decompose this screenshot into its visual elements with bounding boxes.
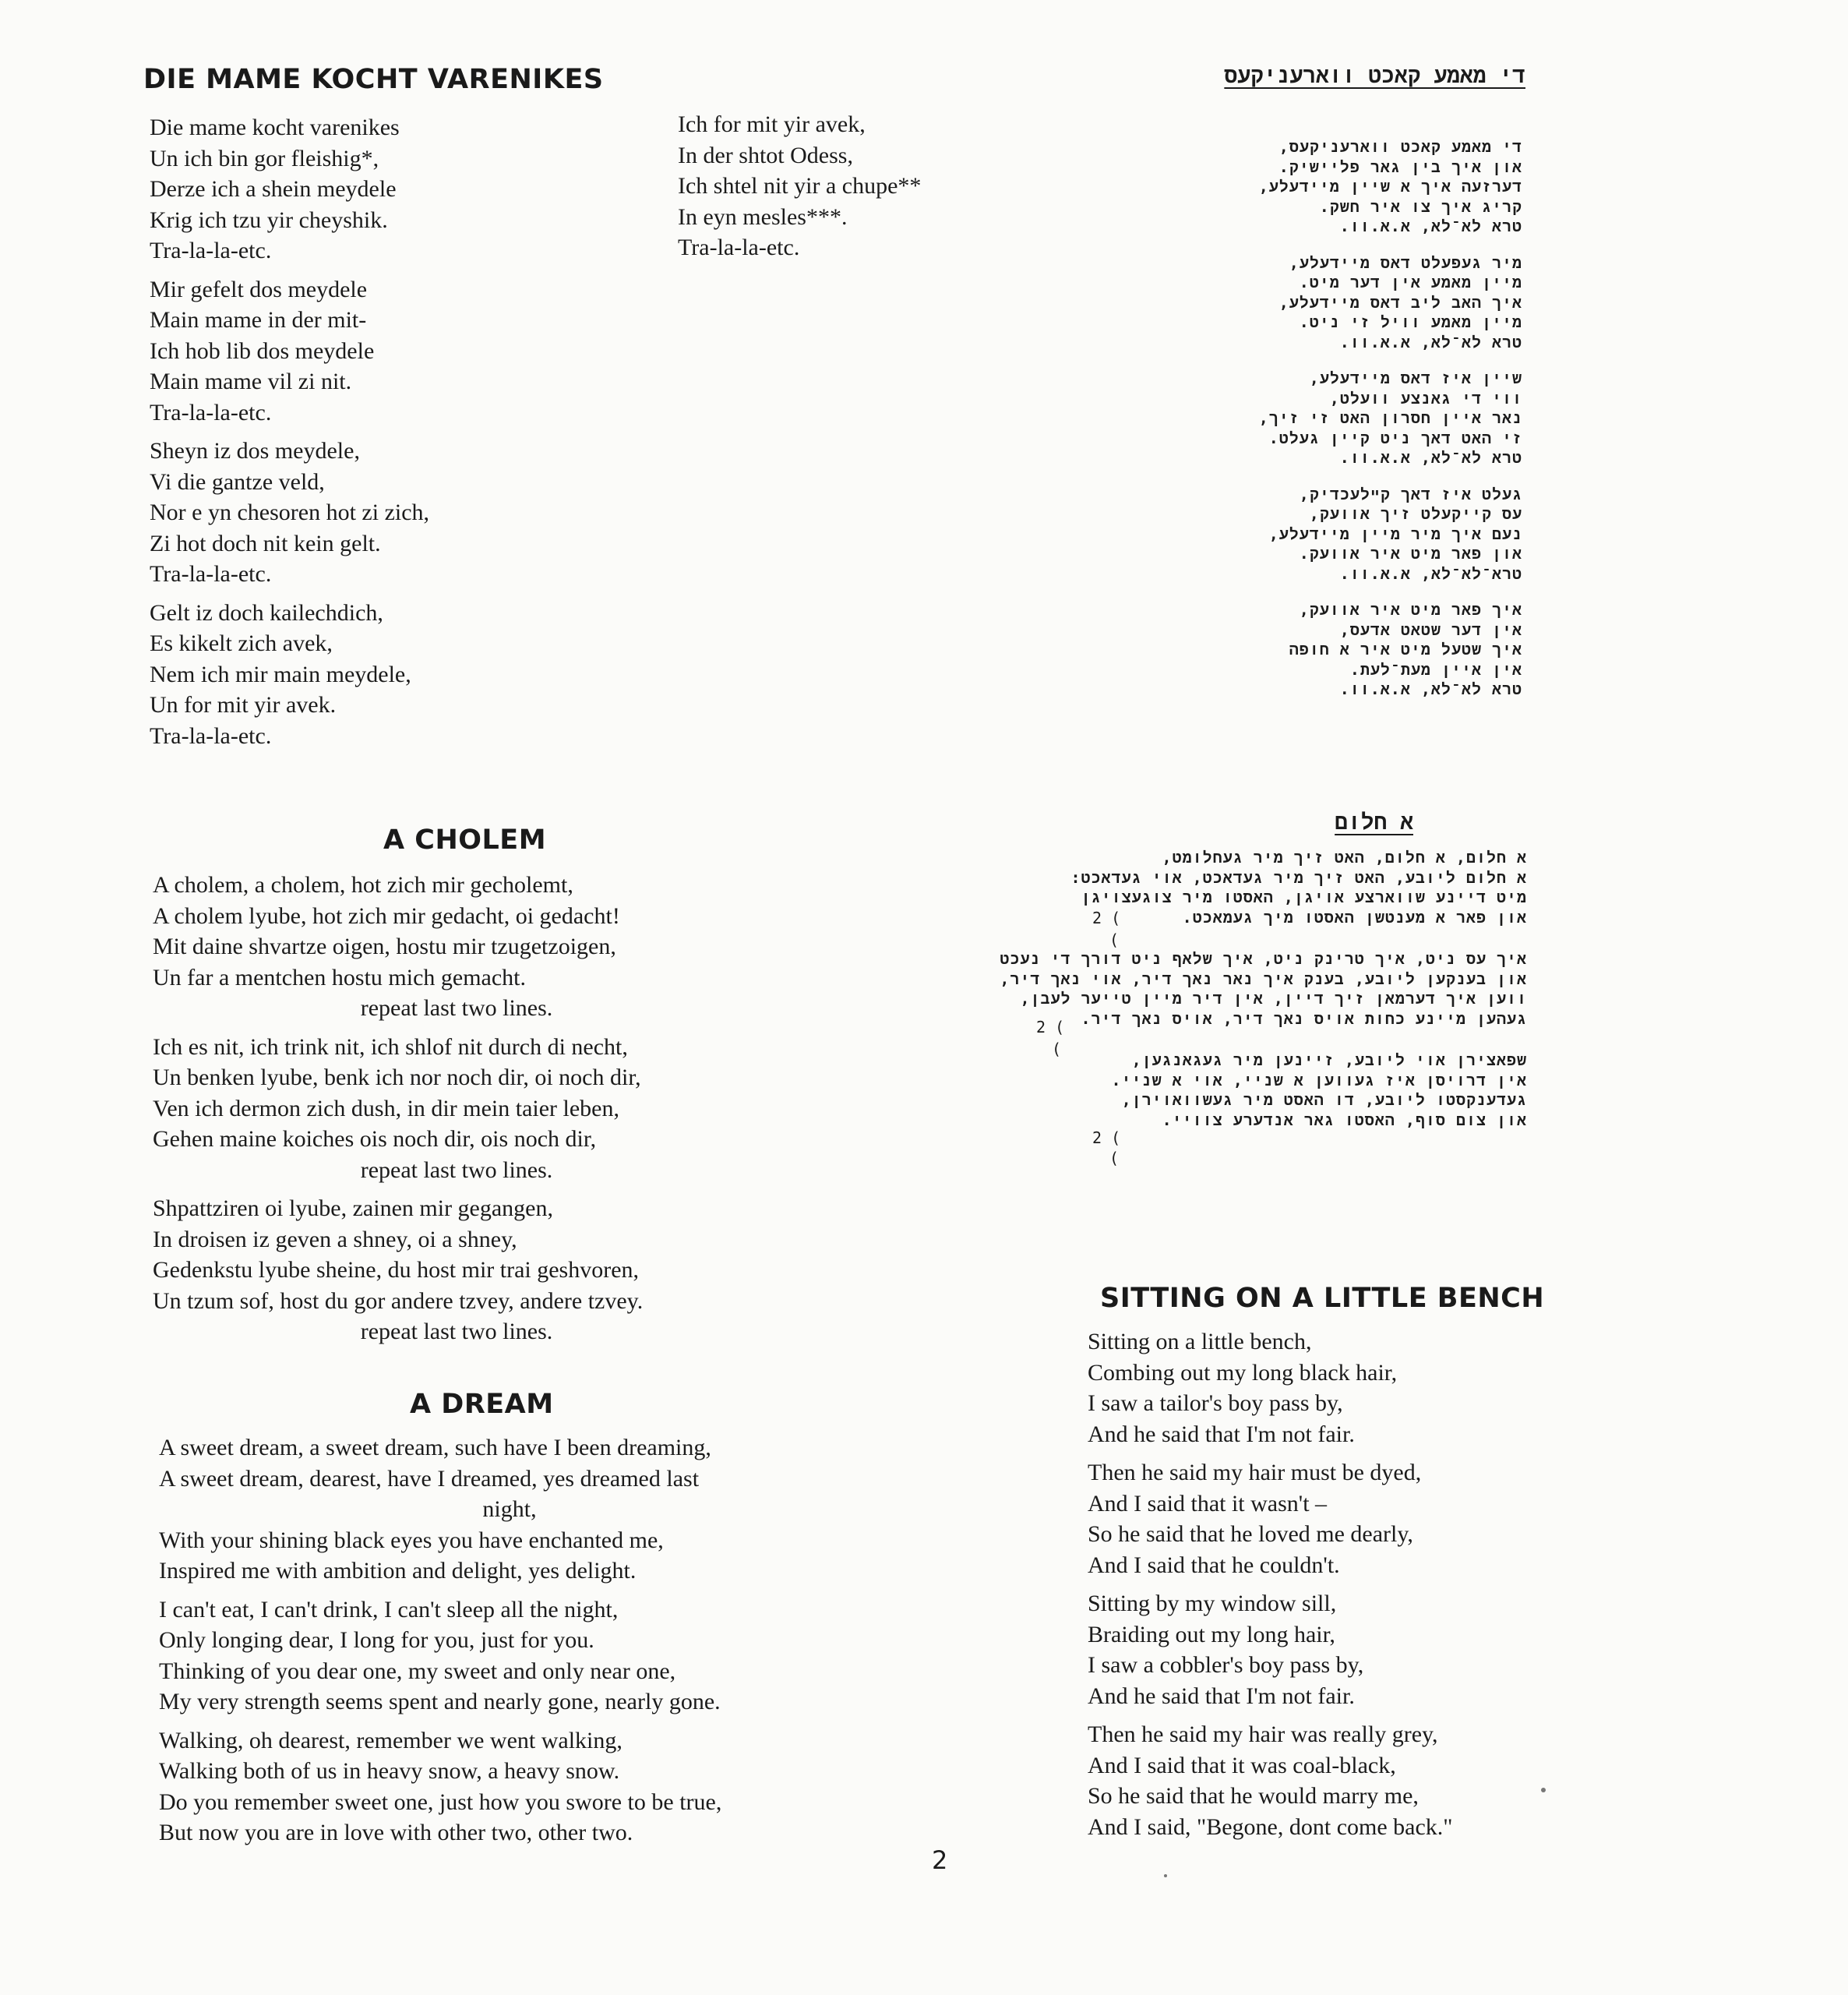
verse-line: Un ich bin gor fleishig*, xyxy=(150,145,379,171)
verse-line: In droisen iz geven a shney, oi a shney, xyxy=(153,1226,517,1252)
dream-stanza xyxy=(159,1594,891,1718)
yiddish-line: מיין מאמע וויל זי ניט. xyxy=(1299,312,1522,331)
yiddish-line: געדענקסטו ליובע, דו האסט מיר געשוואוירן, xyxy=(1121,1090,1527,1109)
die-mame-stanza xyxy=(678,109,921,263)
verse-line: So he said that he loved me dearly, xyxy=(1088,1521,1413,1547)
verse-line: Ich for mit yir avek, xyxy=(678,111,866,137)
yiddish-mame-title: די מאמע קאכט ווארעניקעס xyxy=(1224,62,1525,88)
verse-line: And I said that it wasn't – xyxy=(1088,1490,1328,1517)
verse-line: Un tzum sof, host du gor andere tzvey, andere tzvey. xyxy=(153,1287,644,1314)
yiddish-stanza xyxy=(857,1050,1527,1130)
yiddish-cholem-title: א חלום xyxy=(1335,809,1413,835)
repeat-note: repeat last two lines. xyxy=(360,995,553,1021)
yiddish-line: טרא לא־לא, א.א.וו. xyxy=(1339,217,1522,235)
yiddish-line: איך עס ניט, איך טרינק ניט, איך שלאף ניט דורך די נעכט xyxy=(1000,949,1527,968)
bench-stanza xyxy=(1088,1588,1453,1711)
verse-line: Braiding out my long hair, xyxy=(1088,1621,1335,1647)
die-mame-stanza xyxy=(150,436,429,590)
dream-title: A DREAM xyxy=(410,1389,554,1420)
verse-line: Nem ich mir main meydele, xyxy=(150,661,411,687)
verse-line: Ich es nit, ich trink nit, ich shlof nit durch di necht, xyxy=(153,1033,628,1060)
verse-line: Main mame in der mit- xyxy=(150,307,367,333)
yiddish-stanza xyxy=(857,848,1527,927)
verse-line: Tra-la-la-etc. xyxy=(150,238,272,263)
verse-line: A cholem lyube, hot zich mir gedacht, oi gedacht! xyxy=(153,902,620,929)
yiddish-line: דערזעה איך א שיין מיידעלע, xyxy=(1258,177,1522,196)
yiddish-stanza xyxy=(1195,137,1522,237)
verse-line: Shpattziren oi lyube, zainen mir gegangen, xyxy=(153,1195,553,1221)
cholem-stanza xyxy=(153,1193,760,1347)
yiddish-line: אין דער שטאט אדעס, xyxy=(1339,620,1522,639)
yiddish-cholem-text xyxy=(857,848,1527,1146)
verse-line: Tra-la-la-etc. xyxy=(150,399,272,425)
yiddish-line: מיין מאמע אין דער מיט. xyxy=(1299,273,1522,291)
verse-line: And he said that I'm not fair. xyxy=(1088,1421,1355,1447)
cholem-title: A CHOLEM xyxy=(383,824,547,856)
verse-line: Vi die gantze veld, xyxy=(150,468,325,495)
dream-stanza xyxy=(159,1725,891,1848)
yiddish-line: אין דרויסן איז געווען א שניי, אוי א שניי. xyxy=(1111,1070,1527,1089)
die-mame-stanza xyxy=(150,274,429,429)
repeat-mark: ( xyxy=(1052,1040,1062,1058)
yiddish-line: און בענקען ליובע, בענק איך נאר נאך דיר, אוי נאך דיר, xyxy=(1000,969,1527,988)
verse-line: In der shtot Odess, xyxy=(678,142,853,168)
verse-line: With your shining black eyes you have enchanted me, xyxy=(159,1527,664,1553)
verse-line: Walking both of us in heavy snow, a heavy snow. xyxy=(159,1758,620,1784)
verse-line: And I said that he couldn't. xyxy=(1088,1552,1340,1578)
cholem-stanza xyxy=(153,870,760,1024)
yiddish-line: זי האט דאך ניט קיין געלט. xyxy=(1268,428,1522,447)
yiddish-stanza xyxy=(1195,600,1522,700)
yiddish-stanza xyxy=(857,949,1527,1029)
verse-line: Then he said my hair must be dyed, xyxy=(1088,1460,1422,1485)
verse-line: Krig ich tzu yir cheyshik. xyxy=(150,207,388,233)
repeat-mark: ( xyxy=(1109,1149,1120,1167)
verse-line: I saw a tailor's boy pass by, xyxy=(1088,1390,1343,1416)
yiddish-line: איך האב ליב דאס מיידעלע, xyxy=(1278,292,1522,312)
verse-line: Inspired me with ambition and delight, yes delight. xyxy=(159,1558,637,1584)
repeat-mark: 2 ( xyxy=(1092,909,1121,927)
page-number: 2 xyxy=(932,1845,948,1875)
yiddish-line: שפאצירן אוי ליובע, זיינען מיר געגאנגען, xyxy=(1131,1050,1527,1069)
bench-stanza xyxy=(1088,1457,1453,1580)
bench-stanza xyxy=(1088,1719,1453,1842)
yiddish-mame-text xyxy=(1195,137,1522,716)
die-mame-stanza xyxy=(150,598,429,752)
verse-line: Sitting on a little bench, xyxy=(1088,1329,1312,1354)
yiddish-line: און צום סוף, האסטו גאר אנדערע צוויי. xyxy=(1162,1110,1527,1129)
dream-stanza xyxy=(159,1432,891,1587)
verse-line: I saw a cobbler's boy pass by, xyxy=(1088,1652,1364,1678)
repeat-mark: 2 ( xyxy=(1036,1018,1065,1036)
bench-stanza xyxy=(1088,1326,1453,1449)
verse-line: Un for mit yir avek. xyxy=(150,692,337,718)
verse-line: And he said that I'm not fair. xyxy=(1088,1683,1355,1709)
yiddish-line: קריג איך צו איר חשק. xyxy=(1319,196,1522,216)
verse-line: Zi hot doch nit kein gelt. xyxy=(150,530,381,556)
yiddish-stanza xyxy=(1195,369,1522,468)
verse-line: Tra-la-la-etc. xyxy=(678,235,800,260)
speck xyxy=(1541,1788,1546,1792)
verse-line: Ich shtel nit yir a chupe** xyxy=(678,173,922,199)
repeat-mark: 2 ( xyxy=(1092,1128,1121,1147)
yiddish-stanza xyxy=(1195,253,1522,353)
verse-line: Un benken lyube, benk ich nor noch dir, oi noch dir, xyxy=(153,1065,641,1090)
cholem-stanza xyxy=(153,1032,760,1186)
verse-line: A cholem, a cholem, hot zich mir gecholemt, xyxy=(153,872,573,898)
yiddish-line: טרא לא־לא, א.א.וו. xyxy=(1339,448,1522,467)
verse-line: Un far a mentchen hostu mich gemacht. xyxy=(153,964,527,990)
verse-line: Only longing dear, I long for you, just for you. xyxy=(159,1627,594,1653)
verse-line: Tra-la-la-etc. xyxy=(150,722,272,749)
repeat-note: repeat last two lines. xyxy=(360,1319,553,1344)
yiddish-line: נעם איך מיר מיין מיידעלע, xyxy=(1268,524,1522,543)
verse-line: Main mame vil zi nit. xyxy=(150,369,352,394)
cholem-text xyxy=(153,870,760,1355)
yiddish-line: און איך בין גאר פליישיק. xyxy=(1278,157,1522,176)
verse-line: A sweet dream, a sweet dream, such have I been dreaming, xyxy=(159,1435,711,1460)
verse-line: Tra-la-la-etc. xyxy=(150,561,272,587)
yiddish-line: געהען מיינע כחות אויס נאך דיר, אויס נאך דיר. xyxy=(1081,1008,1527,1028)
bench-text xyxy=(1088,1326,1453,1850)
dream-text xyxy=(159,1432,891,1856)
verse-line: But now you are in love with other two, other two. xyxy=(159,1820,633,1845)
yiddish-line: א חלום ליובע, האט זיך מיר געדאכט, אוי געדאכט: xyxy=(1070,867,1527,887)
verse-line: Die mame kocht varenikes xyxy=(150,115,400,140)
verse-line: Do you remember sweet one, just how you swore to be true, xyxy=(159,1788,722,1815)
yiddish-line: און פאר מיט איר אוועק. xyxy=(1299,544,1522,563)
verse-line: Derze ich a shein meydele xyxy=(150,176,397,202)
yiddish-line: טרא לא־לא, א.א.וו. xyxy=(1339,680,1522,698)
verse-line: Ich hob lib dos meydele xyxy=(150,337,375,364)
yiddish-line: נאר איין חסרון האט זי זיך, xyxy=(1258,408,1522,427)
verse-line: Thinking of you dear one, my sweet and only near one, xyxy=(159,1658,676,1684)
verse-line: night, xyxy=(482,1496,537,1522)
yiddish-line: ווי די גאנצע וועלט, xyxy=(1329,388,1522,408)
verse-line: Sheyn iz dos meydele, xyxy=(150,438,360,464)
die-mame-col1 xyxy=(150,112,429,759)
yiddish-line: עס קייקעלט זיך אוועק, xyxy=(1309,504,1522,523)
verse-line: Mit daine shvartze oigen, hostu mir tzugetzoigen, xyxy=(153,934,616,959)
verse-line: Gelt iz doch kailechdich, xyxy=(150,599,383,626)
verse-line: I can't eat, I can't drink, I can't sleep all the night, xyxy=(159,1596,619,1622)
bench-title: SITTING ON A LITTLE BENCH xyxy=(1100,1283,1545,1314)
verse-line: In eyn mesles***. xyxy=(678,203,848,230)
repeat-note: repeat last two lines. xyxy=(360,1156,553,1183)
verse-line: So he said that he would marry me, xyxy=(1088,1783,1419,1809)
die-mame-stanza xyxy=(150,112,429,267)
yiddish-line: מיט דיינע שווארצע אויגן, האסטו מיר צוגעצויגן xyxy=(1081,888,1527,906)
yiddish-line: איך פאר מיט איר אוועק, xyxy=(1299,600,1522,619)
verse-line: Walking, oh dearest, remember we went walking, xyxy=(159,1727,622,1753)
yiddish-line: טרא־לא־לא, א.א.וו. xyxy=(1339,563,1522,583)
yiddish-line: טרא לא־לא, א.א.וו. xyxy=(1339,332,1522,351)
die-mame-title: DIE MAME KOCHT VARENIKES xyxy=(143,64,604,95)
yiddish-line: אין איין מעת־לעת. xyxy=(1349,659,1522,679)
yiddish-line: איך שטעל מיט איר א חופה xyxy=(1289,640,1522,659)
verse-line: And I said, "Begone, dont come back." xyxy=(1088,1813,1453,1840)
yiddish-line: מיר געפעלט דאס מיידעלע, xyxy=(1289,252,1522,272)
verse-line: And I said that it was coal-black, xyxy=(1088,1752,1396,1778)
yiddish-line: שיין איז דאס מיידעלע, xyxy=(1309,369,1522,387)
verse-line: Ven ich dermon zich dush, in dir mein taier leben, xyxy=(153,1095,619,1121)
yiddish-line: געלט איז דאך קײלעכדיק, xyxy=(1299,484,1522,503)
verse-line: Gedenkstu lyube sheine, du host mir trai geshvoren, xyxy=(153,1257,640,1283)
yiddish-line: ווען איך דערמאן זיך דיין, אין דיר מיין טייער לעבן, xyxy=(1020,989,1527,1008)
verse-line: My very strength seems spent and nearly gone, nearly gone. xyxy=(159,1689,721,1714)
speck xyxy=(1164,1874,1167,1877)
verse-line: Mir gefelt dos meydele xyxy=(150,276,368,302)
verse-line: Es kikelt zich avek, xyxy=(150,630,333,656)
repeat-mark: ( xyxy=(1109,930,1120,949)
verse-line: Nor e yn chesoren hot zi zich, xyxy=(150,500,430,525)
verse-line: Then he said my hair was really grey, xyxy=(1088,1721,1438,1747)
yiddish-stanza xyxy=(1195,485,1522,584)
yiddish-line: די מאמע קאכט ווארעניקעס, xyxy=(1278,137,1522,156)
verse-line: Gehen maine koiches ois noch dir, ois noch dir, xyxy=(153,1126,597,1152)
verse-line: Sitting by my window sill, xyxy=(1088,1591,1337,1616)
verse-line: Combing out my long black hair, xyxy=(1088,1359,1398,1386)
yiddish-line: און פאר א מענטשן האסטו מיך געמאכט. xyxy=(1182,907,1527,927)
verse-line: A sweet dream, dearest, have I dreamed, yes dreamed last xyxy=(159,1465,700,1492)
yiddish-line: א חלום, א חלום, האט זיך מיר געחלומט, xyxy=(1162,848,1527,867)
die-mame-col2 xyxy=(678,109,921,271)
